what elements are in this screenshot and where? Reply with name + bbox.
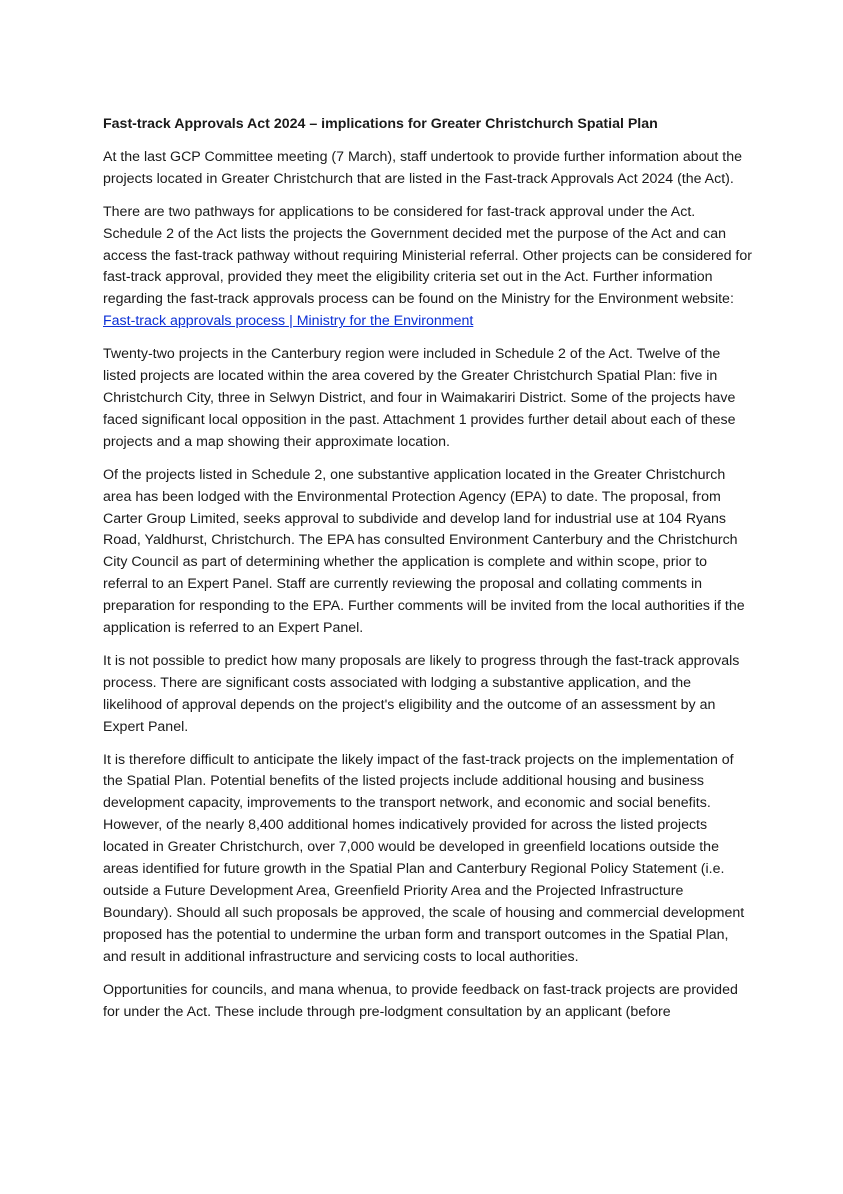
mfe-fast-track-link[interactable]: Fast-track approvals process | Ministry for the Environment — [103, 313, 474, 330]
paragraph-canterbury-projects: Twenty-two projects in the Canterbury region were included in Schedule 2 of the Act. Twelve of the listed projects are located within the area covered by the Greater Christchurch Spatial Plan: five in Christchurch City, three in Selwyn District, and four in Waimakariri District. Some of the projects have faced significant local opposition in the past. Attachment 1 provides further detail about each of these projects and a map showing their approximate location. — [103, 346, 736, 450]
paragraph-gcp-meeting: At the last GCP Committee meeting (7 March), staff undertook to provide further information about the projects located in Greater Christchurch that are listed in the Fast-track Approvals Act 2024 (the Act). — [103, 148, 743, 187]
document-title: Fast-track Approvals Act 2024 – implications for Greater Christchurch Spatial Plan — [103, 116, 658, 132]
document-page — [103, 114, 753, 1034]
paragraph-feedback-opportunities: Opportunities for councils, and mana whenua, to provide feedback on fast-track projects are provided for under the Act. These include through pre-lodgment consultation by an applicant (before — [103, 981, 738, 1020]
paragraph-pathways-text: There are two pathways for applications to be considered for fast-track approval under the Act. Schedule 2 of the Act lists the projects the Government decided met the purpose of the Act and can access the fast-track pathway without requiring Ministerial referral. Other projects can be considered for fast-track approval, provided they meet the eligibility criteria set out in the Act. Further information regarding the fast-track approvals process can be found on the Ministry for the Environment website: — [103, 203, 752, 308]
paragraph-pathways — [103, 202, 753, 333]
paragraph-impact: It is therefore difficult to anticipate the likely impact of the fast-track projects on the implementation of the Spatial Plan. Potential benefits of the listed projects include additional housing and business development capacity, improvements to the transport network, and economic and social benefits. However, of the nearly 8,400 additional homes indicatively provided for across the listed projects located in Greater Christchurch, over 7,000 would be developed in greenfield locations outside the areas identified for future growth in the Spatial Plan and Canterbury Regional Policy Statement (i.e. outside a Future Development Area, Greenfield Priority Area and the Projected Infrastructure Boundary). Should all such proposals be approved, the scale of housing and commercial development proposed has the potential to undermine the urban form and transport outcomes in the Spatial Plan, and result in additional infrastructure and servicing costs to local authorities. — [103, 751, 745, 965]
paragraph-substantive-application: Of the projects listed in Schedule 2, one substantive application located in the Greater Christchurch area has been lodged with the Environmental Protection Agency (EPA) to date. The proposal, from Carter Group Limited, seeks approval to subdivide and develop land for industrial use at 104 Ryans Road, Yaldhurst, Christchurch. The EPA has consulted Environment Canterbury and the Christchurch City Council as part of determining whether the application is complete and within scope, prior to referral to an Expert Panel. Staff are currently reviewing the proposal and collating comments in preparation for responding to the EPA. Further comments will be invited from the local authorities if the application is referred to an Expert Panel. — [103, 466, 745, 637]
paragraph-predictability: It is not possible to predict how many proposals are likely to progress through the fast-track approvals process. There are significant costs associated with lodging a substantive application, and the likelihood of approval depends on the project's eligibility and the outcome of an assessment by an Expert Panel. — [103, 652, 740, 735]
